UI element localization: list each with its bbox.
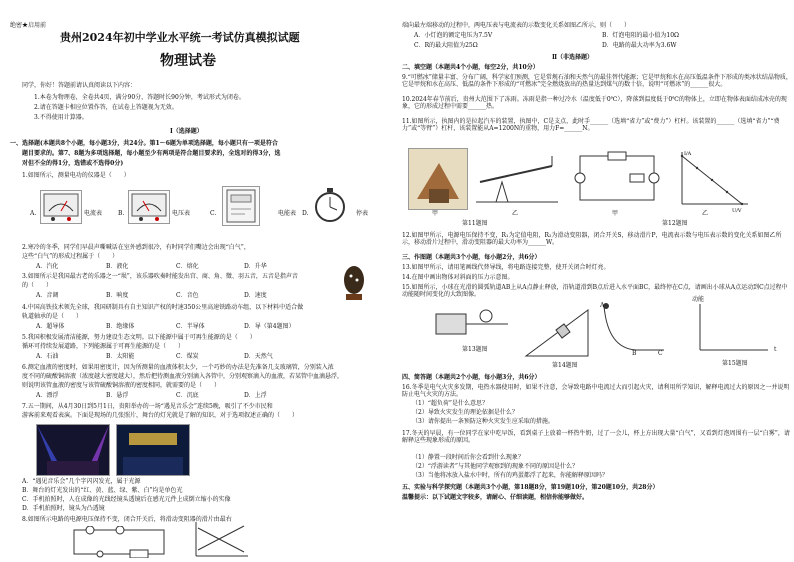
xun-instrument-icon: [340, 262, 368, 302]
notice-item-1: 1.本卷为物理卷，全卷共4页，满分90分，答题时长90分钟，考试形式为闭卷。: [34, 94, 245, 101]
fig12-circuit: [572, 150, 662, 206]
q2-stem-2: 这些“白气”的形成过程属于（ ）: [22, 253, 119, 260]
section-title: 一、选择题(本题共8个小题，每小题3分，共24分。第1～6题为单项选择题，每小题只有一项是符合: [10, 140, 278, 147]
fig14-caption: 第14题图: [552, 362, 578, 369]
fig15-y-label: 动能: [692, 296, 705, 303]
exp-title: 五、实验与科学探究题（本题共3个小题，第18题8分，第19题10分，第20题10分，共28分）: [402, 484, 659, 491]
q2-opt-b: B．液化: [106, 263, 129, 270]
graph-x-label: U/V: [732, 208, 742, 214]
energy-meter-icon: [222, 186, 260, 226]
q2-opt-c: C．熔化: [176, 263, 199, 270]
data-point: [711, 179, 713, 181]
fig13-circuit: [432, 304, 512, 344]
q10: 10.2024年春节前后，贵州大范围下了冻雨。冻雨是指一种过冷水（温度低于0℃），降落到温度低于0℃的物体上，立即在物体表面结成冰壳的现象，它的形成过程中需要______热。: [402, 96, 787, 110]
q11: 11.如图所示，执图内的是拉起汽车的装置，执图中，C是支点，此时手______（选填“省力”或“费力”）杠杆。该装置的______（选填“省力”“费力”或“等臂”）杠杆，该装置能从A=1200N的重物，用力F=______N。: [402, 118, 780, 132]
fig15-label-b: B: [632, 350, 637, 357]
q16: 16.冬季是电气火灾多发期，电热水器使用时，如果不注意，会导致电路中电流过大而引起火灾，请利用所学知识，解释电流过大的原因之一并说明防止电气火灾的方法。: [402, 384, 790, 398]
q6-stem-2: 度不同的硫酸铜溶液（浓度越大密度越大），然后把待测血液分别滴入各管中，分别观察滴入的血液，若某管中血滴悬浮，: [22, 373, 344, 380]
q8-stem: 8.如图所示电路的电源电压保持不变，闭合开关后，将滑动变阻器的滑片由最右: [22, 516, 232, 523]
fig15-track: [598, 300, 668, 356]
fig15-caption: 第15题图: [722, 360, 748, 367]
notice-item-3: 3.不得使用计算器。: [34, 114, 88, 121]
q6-stem-3: 则说明该管血液的密度与该管硫酸铜溶液的密度相同，就需要的是（ ）: [22, 382, 221, 389]
q2-opt-a: A．汽化: [36, 263, 59, 270]
notice-item-2: 2.请在答题卡相应位置作答，在试卷上答题视为无效。: [34, 104, 178, 111]
right-column: 端向最左端移动的过程中，两电压表与电流表的示数变化关系如图乙所示，则（ ） A．小灯泡的额定电压为7.5V B．灯泡电阻的最小值为10Ω C．R的最大阻值为25Ω D．电路的最大功率为3.6W Ⅱ（非选择题） 二、填空题（本题共4个小题，每空2分，共10分） 9.“可燃冰”储量丰富、分布广阔，科学家们预测，它是常规石油和天然气的最佳替代能源；它是甲烷和水在高压低温条件下形成的类冰状结晶物质，它是甲烷和水在高压、低温的条件下形成的“可燃冰”完全燃烧放出的热量达到煤气的数十倍，说明“可燃冰”的______很大。 10.2024年春节前后，贵州大范围下了冻雨。冻雨是指一种过冷水（温度低于0℃），降落到温度低于0℃的物体上，立即在物体表面结成冰壳的现象，它的形成过程中需要______热。 11.如图所示，执图内的是拉起汽车的装置，执图中，C是支点，此时手______（选填“省力”或“费力”）杠杆。该装置的______（选填“省力”“费力”或“等臂”）杠杆，该装置能从A=1200N的重物，用力F=______N。 甲 乙 第11题图 U/V I/A 甲 乙 第12题图 12.如图甲所示，电源电压保持不变，R₁为定值电阻，R₂为滑动变阻器，闭合开关S，移动滑片P，电流表示数与电压表示数的变化关系如图乙所示，移动滑片过程中，滑动变阻器的最大功率为______W。 三、作图题（本题共3个小题，每小题2分，共6分） 13.如图甲所示，请用笔画线代替导线，将电路连接完整，使开关闭合时灯亮。 14.在图中画出物体对斜面的压力示意图。 15.如图所示，小球在光滑的圆弧轨道AB上从A点静止释放，沿轨道滑到B点后进入水平面BC，最终停在C点，请画出小球从A点运动到C点过程中动能随时间变化的大致图像。 第13题图 第14题图 A B C 动能 t 第15题图 四、简答题（本题共2个小题，每小题3分，共6分） 16.冬季是电气火灾多发期，电热水器使用时，如果不注意，会导致电路中电流过大而引起火灾，请利用所学知识，解释电流过大的原因之一并说明防止电气火灾的方法。 （1）“超负荷”是什么意思？ （2）导致火灾发生的理论依据是什么？ （3）请你提出一条预防这种火灾发生应采取的措施。 17.冬天的早晨，有一位同学在家中吃早饭，看到桌子上放着一杯热牛奶，过了一会儿，杯上方出现大量“白气”，又看到灯泡周围有一层“白雾”，请解释这些现象形成的原因。 （1）静置一段时间后你会看到什么现象？ （2）“浮游读者”与其他同学观察到的现象不同的原因是什么？ （3）当他将冰放入盐水中时，所有的鸡蛋都浮了起来，你能解释原因吗？ 五、实验与科学探究题（本题共3个小题，第18题8分，第19题10分，第20题10分，共28分） 温馨提示：以下试题文字较多，请耐心、仔细读题，相信你能够做好。: [402, 22, 792, 501]
fig11-yi: 乙: [512, 210, 519, 217]
part2-title: Ⅱ（非选择题）: [552, 54, 594, 61]
q8-cont: 端向最左端移动的过程中，两电压表与电流表的示数变化关系如图乙所示，则（ ）: [402, 22, 631, 29]
exp-note: 温馨提示：以下试题文字较多，请耐心、仔细读题，相信你能够做好。: [402, 494, 589, 501]
q8-graph: [190, 520, 250, 560]
q3-stem-2: 的（ ）: [22, 282, 53, 289]
q13: 13.如图甲所示，请用笔画线代替导线，将电路连接完整，使开关闭合时灯亮。: [402, 264, 610, 271]
fig15-label-a: A: [600, 302, 605, 309]
draw-title: 三、作图题（本题共3个小题，每小题2分，共6分）: [402, 254, 541, 261]
fig12-yi: 乙: [702, 210, 709, 217]
q7-stem-2: 游客前来观看表演。下面是现场的几张照片，舞台的灯光就是了解的知识，对于选项叙述正确的（ ）: [22, 412, 299, 419]
fig12-caption: 第12题图: [662, 220, 688, 227]
exam-title: 贵州2024年初中学业水平统一考试仿真模拟试题: [60, 31, 300, 44]
graph-y-label: I/A: [684, 151, 692, 157]
short-title: 四、简答题（本题共2个小题，每小题3分，共6分）: [402, 374, 541, 381]
part1-title: Ⅰ（选择题）: [170, 128, 203, 135]
concert-photo-1: [36, 424, 110, 476]
q14: 14.在图中画出物体对斜面的压力示意图。: [402, 274, 514, 281]
fig11-jia: 甲: [432, 210, 439, 217]
fig12-jia: 甲: [612, 210, 619, 217]
fill-title: 二、填空题（本题共4个小题，每空2分，共10分）: [402, 64, 539, 71]
fig15-graph: [692, 300, 772, 356]
section-title-2: 题目要求的。第7、8题为多项选择题，每小题至少有两项是符合题目要求的，全选对的得3分，选: [22, 150, 281, 157]
q4-stem-2: 轨道轴承的是（ ）: [22, 313, 83, 320]
section-title-3: 对但不全的得1分，选错或不选得0分): [22, 160, 124, 167]
q2-opt-d: D．升华: [244, 263, 267, 270]
fig11-lever: [472, 152, 562, 208]
q4-stem: 4.中国高铁技术领先全球，我国研制具有自主知识产权的时速350公里高速铁路动车组，以下材料中适合做: [22, 304, 304, 311]
fig11-photo: [408, 148, 468, 210]
fig11-caption: 第11题图: [462, 220, 488, 227]
q15: 15.如图所示，小球在光滑的圆弧轨道AB上从A点静止释放，沿轨道滑到B点后进入水平面BC，最终停在C点，请画出小球从A点运动到C点过程中动能随时间变化的大致图像。: [402, 284, 788, 298]
q8-circuit-diagram: [70, 526, 170, 558]
q5-stem: 5.我国积极发展清洁能源，努力建设生态文明。以下能源中属于可再生能源的是（ ）: [22, 334, 256, 341]
q6-stem: 6.测定血液的密度时，如果用密度计，因为所测量的血液体积太少，一个巧妙的办法是先准备几支玻璃管，分别装入浓: [22, 364, 334, 371]
fig15-label-c: C: [658, 350, 663, 357]
fig13-caption: 第13题图: [462, 346, 488, 353]
q7-stem: 7.五一期间，从4月30日到5月1日，贵阳举办的一场“遇见音乐会”连续5晚，吸引了不少市民和: [22, 403, 273, 410]
left-column: 绝密★启用前 贵州2024年初中学业水平统一考试仿真模拟试题 物理试卷 同学，你好！答题前请认真阅读以下内容： 1.本卷为物理卷，全卷共4页，满分90分，答题时长90分钟，考试形式为闭卷。 2.请在答题卡相应位置作答，在试卷上答题视为无效。 3.不得使用计算器。 Ⅰ（选择题） 一、选择题(本题共8个小题，每小题3分，共24分。第1～6题为单项选择题，每小题只有一项是符合 题目要求的。第7、8题为多项选择题，每小题至少有两项是符合题目要求的，全选对的得3分，选 对但不全的得1分，选错或不选得0分) 1.如图所示，测量电功的仪器是（ ） A. 电流表 B. 电压表 C. 电能表 D. 停表 2.寒冷的冬季，同学们早晨声嘶喊话在室外感到很冷，有时同学们嘴边会出现“白气”， 这些“白气”的形成过程属于（ ） A．汽化 B．液化 C．熔化 D．升华 3.如图所示是我国最古老的乐器之一“埙”，该乐器吹奏时能发出宫、商、角、徵、羽五音，五音是指声音 的（ ） A．音调 B．响度 C．音色 D．速度 4.中国高铁技术领先全球，我国研制具有自主知识产权的时速350公里高速铁路动车组，以下材料中适合做 轨道轴承的是（ ） A．超导体 B．绝缘体 C．半导体 D．导（第4题图） 5.我国积极发展清洁能源，努力建设生态文明。以下能源中属于可再生能源的是（ ） 循环可持续发展道路，下列能源属于可再生能源的是（ ） A．石油 B．太阳能 C．煤炭 D．天然气 6.测定血液的密度时，如果用密度计，因为所测量的血液体积太少，一个巧妙的办法是先准备几支玻璃管，分别装入浓 度不同的硫酸铜溶液（浓度越大密度越大），然后把待测血液分别滴入各管中，分别观察滴入的血液，若某管中血滴悬浮， 则说明该管血液的密度与该管硫酸铜溶液的密度相同，就需要的是（ ） A．漂浮 B．悬浮 C．沉底 D．上浮 7.五一期间，从4月30日到5月1日，贵阳举办的一场“遇见音乐会”连续5晚，吸引了不少市民和 游客前来观看表演。下面是现场的几张照片，舞台的灯光就是了解的知识，对于选项叙述正确的（ ） A．“遇见音乐会”几个字闪闪发光，属于光源 B．舞台的灯光发出的“红、黄、蓝、绿、紫、白”均是单色光 C．手机拍照时，人在成像的光线经镜头透镜后在感光元件上成倒立缩小的实像 D．手机拍照时，镜头为凸透镜 8.如图所示电路的电源电压保持不变，闭合开关后，将滑动变阻器的滑片由最右: [0, 0, 394, 562]
secret-mark: 绝密★启用前: [10, 22, 47, 29]
voltmeter-icon: [128, 190, 170, 224]
data-point: [726, 191, 728, 193]
q5-stem-2: 循环可持续发展道路，下列能源属于可再生能源的是（ ）: [22, 343, 185, 350]
exam-subject: 物理试卷: [160, 53, 216, 69]
concert-photo-2: [116, 424, 190, 476]
q1-stem: 1.如图所示，测量电功的仪器是（ ）: [22, 172, 130, 179]
fig14-incline: [522, 300, 592, 360]
data-point: [741, 203, 743, 205]
notice-intro: 同学，你好！答题前请认真阅读以下内容：: [22, 82, 137, 89]
fig12-graph: [672, 148, 752, 214]
ammeter-icon: [40, 190, 82, 224]
q17: 17.冬天的早晨，有一位同学在家中吃早饭，看到桌子上放着一杯热牛奶，过了一会儿，杯上方出现大量“白气”，又看到灯泡周围有一层“白雾”，请解释这些现象形成的原因。: [402, 430, 790, 444]
stopwatch-icon: [312, 186, 348, 224]
q3-stem: 3.如图所示是我国最古老的乐器之一“埙”，该乐器吹奏时能发出宫、商、角、徵、羽五音，五音是指声音: [22, 273, 298, 280]
data-point: [681, 155, 683, 157]
q2-stem: 2.寒冷的冬季，同学们早晨声嘶喊话在室外感到很冷，有时同学们嘴边会出现“白气”，: [22, 244, 250, 251]
q12: 12.如图甲所示，电源电压保持不变，R₁为定值电阻，R₂为滑动变阻器，闭合开关S，移动滑片P，电流表示数与电压表示数的变化关系如图乙所示，移动滑片过程中，滑动变阻器的最大功率为______W。: [402, 232, 782, 246]
q9: 9.“可燃冰”储量丰富、分布广阔，科学家们预测，它是常规石油和天然气的最佳替代能源；它是甲烷和水在高压低温条件下形成的类冰状结晶物质，它是甲烷和水在高压、低温的条件下形成的“可燃冰”完全燃烧放出的热量达到煤气的数十倍，说明“可燃冰”的______很大。: [402, 74, 792, 88]
fig15-x-label: t: [774, 346, 777, 353]
data-point: [696, 167, 698, 169]
